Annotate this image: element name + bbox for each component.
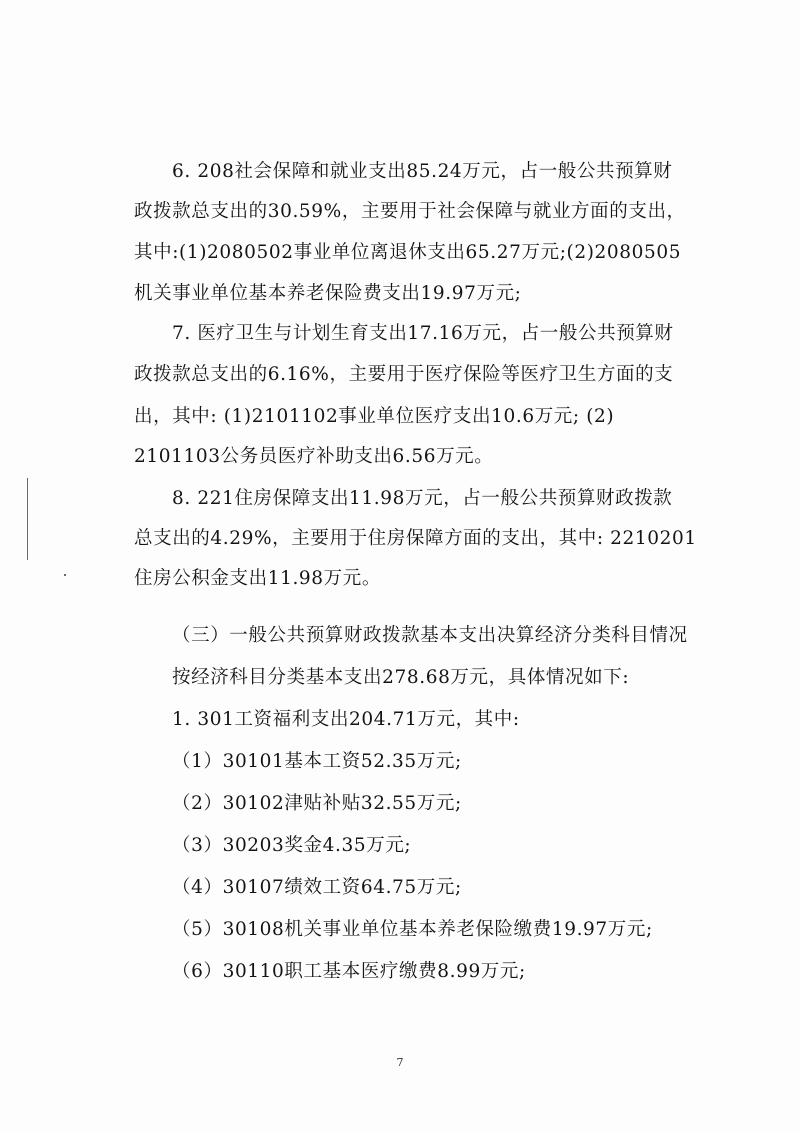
paragraph-6-line-4: 机关事业单位基本养老保险费支出19.97万元;: [134, 283, 522, 304]
section-heading: （三）一般公共预算财政拨款基本支出决算经济分类科目情况: [172, 625, 688, 646]
item-1-heading: 1. 301工资福利支出204.71万元，其中:: [172, 709, 520, 730]
section-intro: 按经济科目分类基本支出278.68万元，具体情况如下:: [172, 667, 630, 688]
paragraph-7-line-4: 2101103公务员医疗补助支出6.56万元。: [134, 446, 494, 467]
sub-item-2: （2）30102津贴补贴32.55万元;: [172, 793, 462, 814]
sub-item-3: （3）30203奖金4.35万元;: [172, 835, 412, 856]
paragraph-6-line-2: 政拨款总支出的30.59%，主要用于社会保障与就业方面的支出，: [134, 201, 686, 222]
paragraph-8-line-2: 总支出的4.29%，主要用于住房保障方面的支出，其中: 2210201: [134, 528, 697, 549]
sub-item-4: （4）30107绩效工资64.75万元;: [172, 877, 462, 898]
paragraph-8-line-1: 8. 221住房保障支出11.98万元，占一般公共预算财政拨款: [172, 488, 673, 509]
sub-item-5: （5）30108机关事业单位基本养老保险缴费19.97万元;: [172, 919, 653, 940]
sub-item-1: （1）30101基本工资52.35万元;: [172, 751, 462, 772]
paragraph-7-line-1: 7. 医疗卫生与计划生育支出17.16万元，占一般公共预算财: [172, 323, 674, 344]
paragraph-7-line-3: 出，其中: (1)2101102事业单位医疗支出10.6万元; (2): [134, 406, 615, 427]
paragraph-7-line-2: 政拨款总支出的6.16%，主要用于医疗保险等医疗卫生方面的支: [134, 364, 674, 385]
page-number: 7: [396, 1056, 404, 1069]
paragraph-8-line-3: 住房公积金支出11.98万元。: [134, 568, 381, 589]
paragraph-6-line-3: 其中:(1)2080502事业单位离退休支出65.27万元;(2)2080505: [134, 242, 682, 263]
sub-item-6: （6）30110职工基本医疗缴费8.99万元;: [172, 961, 526, 982]
paragraph-6-line-1: 6. 208社会保障和就业支出85.24万元，占一般公共预算财: [172, 161, 673, 182]
